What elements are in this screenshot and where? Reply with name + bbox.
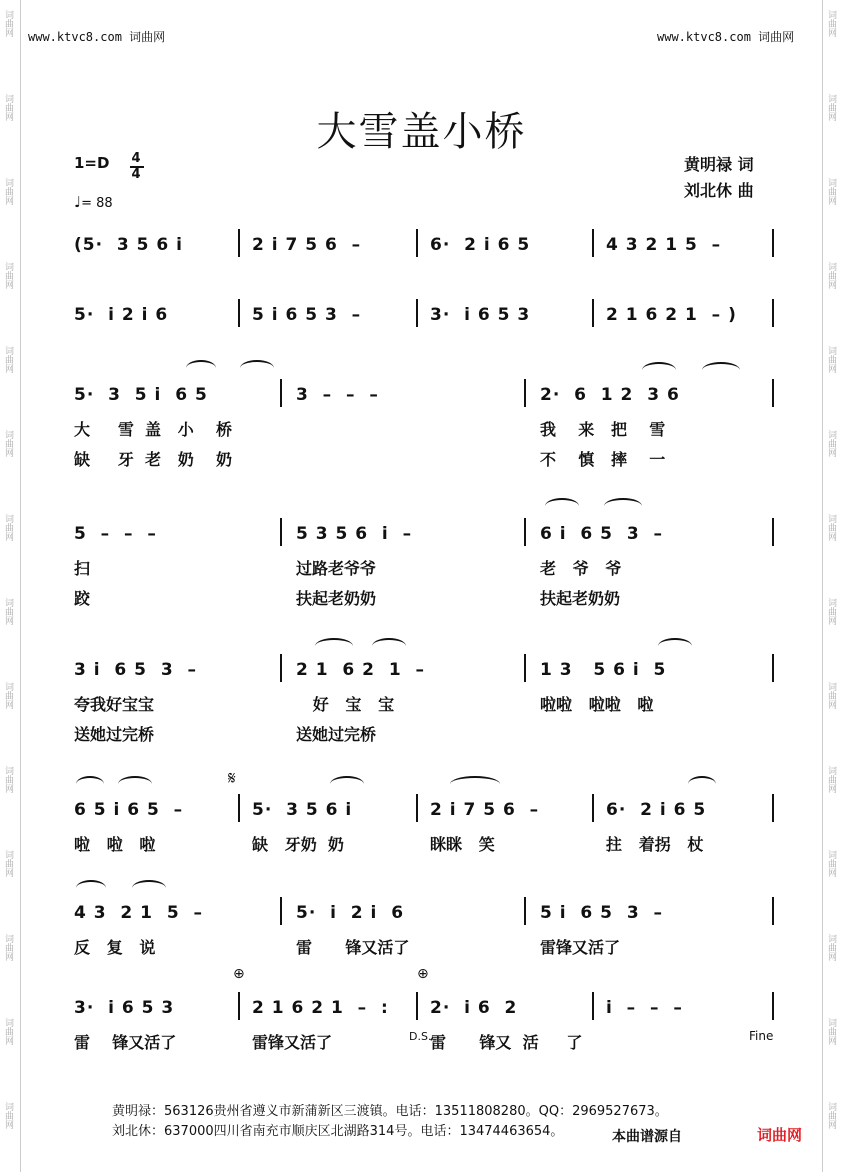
lyric-line: 啦 啦 啦 [74, 835, 156, 854]
measure-notes: 3· i 6 5 3 [430, 305, 531, 325]
side-watermark-text: 词曲网 [3, 766, 13, 793]
slur [545, 498, 579, 514]
measure-notes: 5 – – – [74, 524, 157, 544]
lyric-line: 雷 锋又活了 [74, 1033, 177, 1052]
slur [118, 776, 152, 792]
side-watermark-text: 词曲网 [826, 766, 836, 793]
bar-line [592, 992, 594, 1020]
measure-notes: 5 i 6 5 3 – [252, 305, 362, 325]
bar-line [772, 992, 774, 1020]
tempo-marking [74, 193, 113, 211]
measure-notes: 5 3 5 6 i – [296, 524, 413, 544]
bar-line [772, 654, 774, 682]
measure-notes: 3· i 6 5 3 [74, 998, 175, 1018]
lyric-line: 反 复 说 [74, 938, 156, 957]
side-watermark-text: 词曲网 [826, 10, 836, 37]
side-watermark-text: 词曲网 [3, 682, 13, 709]
lyric-line: 扶起老奶奶 [296, 589, 377, 608]
bar-line [416, 229, 418, 257]
side-watermark-text: 词曲网 [3, 1102, 13, 1129]
lyric-line: 夸我好宝宝 [74, 695, 155, 714]
time-signature-bottom: 4 [131, 167, 141, 182]
measure-notes: 4 3 2 1 5 – [74, 903, 203, 923]
lyric-line: 缺 牙 老 奶 奶 [74, 450, 232, 469]
slur [450, 776, 500, 792]
side-watermark-text: 词曲网 [3, 1018, 13, 1045]
bar-line [280, 654, 282, 682]
side-watermark-text: 词曲网 [826, 178, 836, 205]
bar-line [592, 794, 594, 822]
side-watermark-text: 词曲网 [3, 934, 13, 961]
bar-line [772, 794, 774, 822]
side-watermark-text: 词曲网 [3, 10, 13, 37]
side-watermark-text: 词曲网 [826, 850, 836, 877]
coda-mark-1: ⊕ [233, 966, 245, 982]
bar-line [416, 794, 418, 822]
side-watermark-text: 词曲网 [826, 682, 836, 709]
lyric-line: 雷锋又活了 [540, 938, 621, 957]
side-watermark-text: 词曲网 [826, 514, 836, 541]
side-watermark-text: 词曲网 [3, 346, 13, 373]
lyric-line: 跤 [74, 589, 91, 608]
quarter-note-icon: ♩ [74, 193, 82, 211]
measure-notes: 5 i 6 5 3 – [540, 903, 663, 923]
side-watermark-text: 词曲网 [826, 598, 836, 625]
bar-line [592, 229, 594, 257]
lyric-line: 我 来 把 雪 [540, 420, 666, 439]
left-watermark-strip [0, 0, 21, 1172]
measure-notes: 6 5 i 6 5 – [74, 800, 184, 820]
measure-notes: 6· 2 i 6 5 [606, 800, 707, 820]
slur [132, 880, 166, 896]
song-title: 大雪盖小桥 [316, 109, 527, 155]
bar-line [280, 897, 282, 925]
site-watermark-left: www.ktvc8.com 词曲网 [28, 30, 166, 44]
footer-lyricist-contact: 黄明禄：563126贵州省遵义市新蒲新区三渡镇。电话：13511808280。QQ：2969527673。 [112, 1104, 668, 1119]
slur [186, 360, 216, 376]
lyric-line: 过路老爷爷 [296, 559, 377, 578]
slur [604, 498, 642, 514]
bar-line [238, 992, 240, 1020]
side-watermark-text: 词曲网 [826, 94, 836, 121]
bar-line [772, 299, 774, 327]
measure-notes: 2 i 7 5 6 – [430, 800, 540, 820]
measure-notes: 2 1 6 2 1 – ) [606, 305, 737, 325]
measure-notes: i – – – [606, 998, 683, 1018]
measure-notes: 1 3 5 6 i 5 [540, 660, 667, 680]
side-watermark-text: 词曲网 [826, 934, 836, 961]
ds-mark: D.S. [409, 1030, 432, 1043]
lyric-line: 送她过完桥 [74, 725, 155, 744]
measure-notes: 3 i 6 5 3 – [74, 660, 197, 680]
lyric-line: 扶起老奶奶 [540, 589, 621, 608]
slur [642, 362, 676, 378]
side-watermark-text: 词曲网 [3, 430, 13, 457]
lyric-line: 拄 着拐 杖 [606, 835, 704, 854]
lyric-line: 眯眯 笑 [430, 835, 495, 854]
bar-line [238, 229, 240, 257]
bar-line [280, 379, 282, 407]
side-watermark-text: 词曲网 [3, 94, 13, 121]
bar-line [238, 299, 240, 327]
measure-notes: 4 3 2 1 5 – [606, 235, 722, 255]
composer-credit: 刘北休 曲 [684, 181, 754, 200]
bar-line [524, 379, 526, 407]
lyric-line: 大 雪 盖 小 桥 [74, 420, 232, 439]
slur [688, 776, 716, 792]
lyric-line: 好 宝 宝 [296, 695, 395, 714]
brand-logo: 词曲网 [757, 1126, 803, 1144]
site-watermark-right: www.ktvc8.com 词曲网 [657, 30, 795, 44]
measure-notes: 5· i 2 i 6 [74, 305, 169, 325]
measure-notes: (5· 3 5 6 i [74, 235, 183, 255]
coda-mark-2: ⊕ [417, 966, 429, 982]
right-watermark-strip [822, 0, 843, 1172]
segno-mark: 𝄋 [228, 768, 236, 789]
measure-notes: 2· 6 1 2 3 6 [540, 385, 680, 405]
lyric-line: 老 爷 爷 [540, 559, 622, 578]
slur [76, 880, 106, 896]
slur [330, 776, 364, 792]
key-signature: 1=D [74, 154, 110, 172]
measure-notes: 2 i 7 5 6 – [252, 235, 362, 255]
measure-notes: 5· 3 5 i 6 5 [74, 385, 208, 405]
slur [315, 638, 353, 654]
bar-line [772, 229, 774, 257]
slur [702, 362, 740, 378]
bar-line [524, 897, 526, 925]
side-watermark-text: 词曲网 [826, 430, 836, 457]
lyric-line: 雷 锋又活了 [296, 938, 410, 957]
lyric-line: 雷锋又活了 [252, 1033, 333, 1052]
source-label: 本曲谱源自 [612, 1129, 682, 1145]
slur [658, 638, 692, 654]
measure-notes: 5· 3 5 6 i [252, 800, 353, 820]
slur [372, 638, 406, 654]
bar-line [772, 897, 774, 925]
lyric-line: 送她过完桥 [296, 725, 377, 744]
side-watermark-text: 词曲网 [826, 1018, 836, 1045]
measure-notes: 3 – – – [296, 385, 379, 405]
bar-line [416, 299, 418, 327]
lyric-line: 扫 [74, 559, 91, 578]
side-watermark-text: 词曲网 [3, 850, 13, 877]
bar-line [524, 654, 526, 682]
bar-line [592, 299, 594, 327]
side-watermark-text: 词曲网 [3, 178, 13, 205]
measure-notes: 2 1 6 2 1 – : [252, 998, 389, 1018]
bar-line [238, 794, 240, 822]
bar-line [772, 518, 774, 546]
measure-notes: 2· i 6 2 [430, 998, 518, 1018]
lyric-line: 缺 牙奶 奶 [252, 835, 344, 854]
side-watermark-text: 词曲网 [826, 262, 836, 289]
side-watermark-text: 词曲网 [3, 514, 13, 541]
side-watermark-text: 词曲网 [3, 598, 13, 625]
measure-notes: 2 1 6 2 1 – [296, 660, 425, 680]
bar-line [416, 992, 418, 1020]
bar-line [280, 518, 282, 546]
lyric-line: 雷 锋又 活 了 [430, 1033, 583, 1052]
tempo-value: = 88 [81, 196, 113, 211]
side-watermark-text: 词曲网 [826, 346, 836, 373]
bar-line [772, 379, 774, 407]
measure-notes: 6 i 6 5 3 – [540, 524, 663, 544]
lyricist-credit: 黄明禄 词 [684, 155, 754, 174]
fine-mark: Fine [749, 1029, 774, 1043]
footer-composer-contact: 刘北休：637000四川省南充市顺庆区北湖路314号。电话：13474463654。 [112, 1124, 564, 1139]
lyric-line: 啦啦 啦啦 啦 [540, 695, 654, 714]
side-watermark-text: 词曲网 [826, 1102, 836, 1129]
slur [76, 776, 104, 792]
time-signature-top: 4 [131, 151, 141, 166]
measure-notes: 5· i 2 i 6 [296, 903, 405, 923]
measure-notes: 6· 2 i 6 5 [430, 235, 531, 255]
slur [240, 360, 274, 376]
bar-line [524, 518, 526, 546]
lyric-line: 不 慎 摔 一 [540, 450, 666, 469]
side-watermark-text: 词曲网 [3, 262, 13, 289]
